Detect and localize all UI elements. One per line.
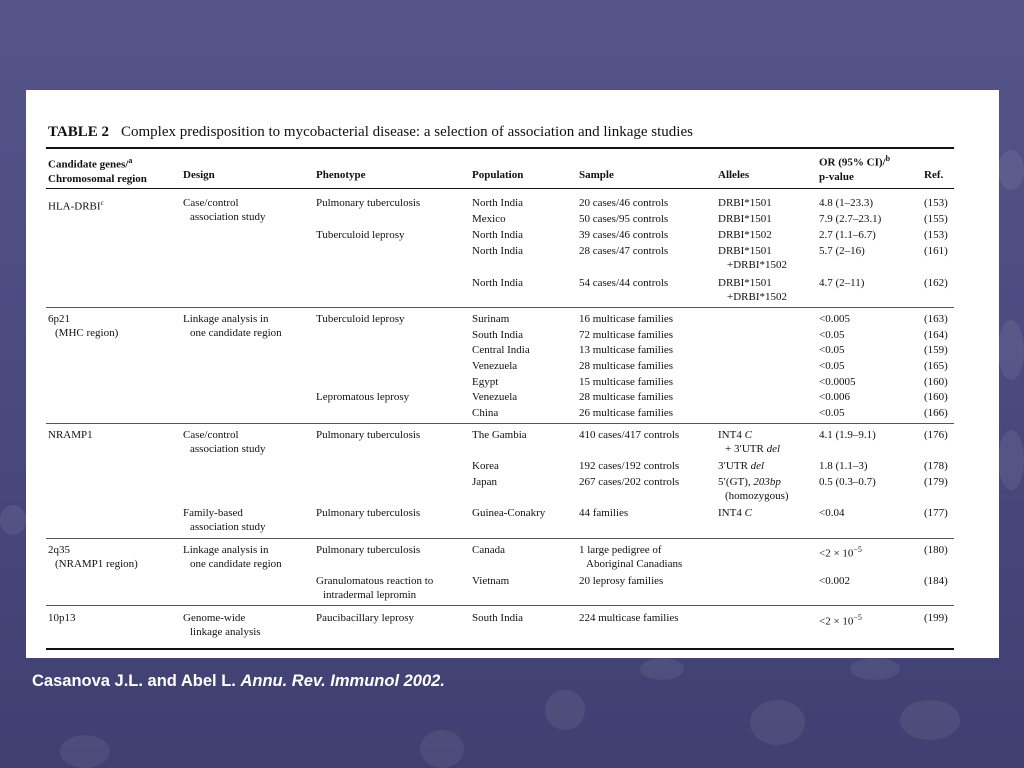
ref-cell: (160) — [924, 391, 948, 403]
phenotype-tuberculoid-leprosy: Tuberculoid leprosy — [316, 229, 405, 241]
allele-cell: DRBI*1501 — [718, 213, 772, 225]
design-genome-wide: Genome-wide linkage analysis — [183, 612, 261, 638]
ref-cell: (180) — [924, 544, 948, 556]
sample-cell: 28 multicase families — [579, 360, 674, 372]
population-cell: Egypt — [472, 376, 499, 388]
sample-cell: 267 cases/202 controls — [579, 476, 680, 488]
table-title — [48, 124, 693, 141]
population-cell: South India — [472, 329, 524, 341]
population-cell: North India — [472, 197, 524, 209]
header-design: Design — [183, 169, 215, 181]
background-bubble — [0, 505, 26, 535]
phenotype-tuberculoid-leprosy: Tuberculoid leprosy — [316, 313, 405, 325]
section-rule — [46, 605, 954, 606]
sample-cell: 224 multicase families — [579, 612, 679, 624]
phenotype-pulmonary-tb: Pulmonary tuberculosis — [316, 507, 421, 519]
sample-cell: 20 leprosy families — [579, 575, 664, 587]
or-cell: <0.002 — [819, 575, 850, 587]
background-bubble — [998, 150, 1024, 190]
design-case-control: Case/control association study — [183, 197, 266, 223]
population-cell: Korea — [472, 460, 499, 472]
gene-nramp1: NRAMP1 — [48, 429, 93, 441]
background-bubble — [850, 658, 900, 680]
ref-cell: (162) — [924, 277, 948, 289]
or-cell: 4.7 (2–11) — [819, 277, 865, 289]
sample-cell: 15 multicase families — [579, 376, 674, 388]
population-cell: Venezuela — [472, 391, 518, 403]
bottom-rule — [46, 648, 954, 650]
or-cell: <0.05 — [819, 360, 845, 372]
population-cell: China — [472, 407, 499, 419]
background-bubble — [640, 658, 684, 680]
population-cell: Surinam — [472, 313, 510, 325]
population-cell: Venezuela — [472, 360, 518, 372]
background-bubble — [545, 690, 585, 730]
allele-cell: DRBI*1501 +DRBI*1502 — [718, 245, 787, 271]
population-cell: Vietnam — [472, 575, 510, 587]
ref-cell: (176) — [924, 429, 948, 441]
ref-cell: (163) — [924, 313, 948, 325]
or-cell: <0.0005 — [819, 376, 856, 388]
or-cell: 7.9 (2.7–23.1) — [819, 213, 882, 225]
phenotype-paucibacillary-leprosy: Paucibacillary leprosy — [316, 612, 415, 624]
allele-cell: DRBI*1501 — [718, 197, 772, 209]
header-genes: Candidate genes/$^a$ Chromosomal region — [48, 156, 147, 185]
ref-cell: (155) — [924, 213, 948, 225]
population-cell: Mexico — [472, 213, 506, 225]
allele-cell: 5′(GT), 203bp (homozygous) — [718, 476, 789, 502]
sample-cell: 192 cases/192 controls — [579, 460, 680, 472]
header-rule — [46, 188, 954, 189]
population-cell: Central India — [472, 344, 530, 356]
population-cell: The Gambia — [472, 429, 527, 441]
allele-cell: 3′UTR del — [718, 460, 765, 472]
ref-cell: (164) — [924, 329, 948, 341]
design-linkage: Linkage analysis in one candidate region — [183, 544, 282, 570]
population-cell: Japan — [472, 476, 498, 488]
phenotype-granulomatous-reaction: Granulomatous reaction to intradermal lepromin — [316, 575, 434, 601]
or-cell: 0.5 (0.3–0.7) — [819, 476, 876, 488]
allele-cell: DRBI*1502 — [718, 229, 772, 241]
citation-caption — [32, 672, 445, 691]
ref-cell: (161) — [924, 245, 948, 257]
population-cell: North India — [472, 229, 524, 241]
or-cell: 4.8 (1–23.3) — [819, 197, 874, 209]
sample-cell: 20 cases/46 controls — [579, 197, 669, 209]
or-cell: <0.04 — [819, 507, 845, 519]
allele-cell: INT4 C — [718, 507, 752, 519]
or-cell: 5.7 (2–16) — [819, 245, 865, 257]
ref-cell: (184) — [924, 575, 948, 587]
section-rule — [46, 307, 954, 308]
ref-cell: (153) — [924, 229, 948, 241]
sample-cell: 26 multicase families — [579, 407, 674, 419]
sample-cell: 39 cases/46 controls — [579, 229, 669, 241]
gene-hla-drbi: HLA-DRBI$^c$ — [48, 199, 104, 213]
gene-2q35: 2q35 (NRAMP1 region) — [48, 544, 138, 570]
ref-cell: (153) — [924, 197, 948, 209]
header-or: OR (95% CI)/$^b$ p-value — [819, 154, 891, 183]
or-cell: <0.005 — [819, 313, 850, 325]
ref-cell: (159) — [924, 344, 948, 356]
population-cell: South India — [472, 612, 524, 624]
or-cell: $<2 \times 10^{-5}$ — [819, 613, 862, 628]
table-figure — [26, 90, 999, 658]
or-cell: <0.05 — [819, 344, 845, 356]
ref-cell: (165) — [924, 360, 948, 372]
citation-journal: Annu. Rev. Immunol 2002. — [240, 672, 445, 690]
phenotype-pulmonary-tb: Pulmonary tuberculosis — [316, 429, 421, 441]
ref-cell: (177) — [924, 507, 948, 519]
table-caption-text: Complex predisposition to mycobacterial disease: a selection of association and linkage studies — [121, 124, 693, 140]
sample-cell: 50 cases/95 controls — [579, 213, 669, 225]
header-sample: Sample — [579, 169, 614, 181]
background-bubble — [900, 700, 960, 740]
ref-cell: (199) — [924, 612, 948, 624]
phenotype-pulmonary-tb: Pulmonary tuberculosis — [316, 544, 421, 556]
ref-cell: (179) — [924, 476, 948, 488]
header-population: Population — [472, 169, 524, 181]
allele-cell: INT4 C + 3′UTR del — [718, 429, 781, 455]
sample-cell: 1 large pedigree of Aboriginal Canadians — [579, 544, 683, 570]
table-label: TABLE 2 — [48, 124, 109, 140]
ref-cell: (160) — [924, 376, 948, 388]
ref-cell: (178) — [924, 460, 948, 472]
background-bubble — [998, 320, 1024, 380]
design-linkage: Linkage analysis in one candidate region — [183, 313, 282, 339]
section-rule — [46, 538, 954, 539]
or-cell: 2.7 (1.1–6.7) — [819, 229, 876, 241]
design-case-control: Case/control association study — [183, 429, 266, 455]
or-cell: $<2 \times 10^{-5}$ — [819, 545, 862, 560]
background-bubble — [60, 735, 110, 768]
or-cell: <0.006 — [819, 391, 850, 403]
population-cell: North India — [472, 245, 524, 257]
phenotype-pulmonary-tb: Pulmonary tuberculosis — [316, 197, 421, 209]
sample-cell: 16 multicase families — [579, 313, 674, 325]
section-rule — [46, 423, 954, 424]
header-phenotype: Phenotype — [316, 169, 366, 181]
population-cell: North India — [472, 277, 524, 289]
population-cell: Canada — [472, 544, 505, 556]
population-cell: Guinea-Conakry — [472, 507, 546, 519]
allele-cell: DRBI*1501 +DRBI*1502 — [718, 277, 787, 303]
sample-cell: 44 families — [579, 507, 629, 519]
sample-cell: 72 multicase families — [579, 329, 674, 341]
background-bubble — [420, 730, 464, 768]
sample-cell: 28 multicase families — [579, 391, 674, 403]
background-bubble — [750, 700, 805, 745]
ref-cell: (166) — [924, 407, 948, 419]
gene-6p21: 6p21 (MHC region) — [48, 313, 119, 339]
or-cell: 1.8 (1.1–3) — [819, 460, 868, 472]
top-rule — [46, 147, 954, 149]
or-cell: 4.1 (1.9–9.1) — [819, 429, 876, 441]
or-cell: <0.05 — [819, 407, 845, 419]
background-bubble — [998, 430, 1024, 490]
phenotype-lepromatous-leprosy: Lepromatous leprosy — [316, 391, 410, 403]
gene-10p13: 10p13 — [48, 612, 76, 624]
sample-cell: 28 cases/47 controls — [579, 245, 669, 257]
citation-authors: Casanova J.L. and Abel L. — [32, 672, 241, 690]
or-cell: <0.05 — [819, 329, 845, 341]
sample-cell: 13 multicase families — [579, 344, 674, 356]
sample-cell: 54 cases/44 controls — [579, 277, 669, 289]
header-alleles: Alleles — [718, 169, 750, 181]
sample-cell: 410 cases/417 controls — [579, 429, 680, 441]
design-family-based: Family-based association study — [183, 507, 266, 533]
header-ref: Ref. — [924, 169, 944, 181]
